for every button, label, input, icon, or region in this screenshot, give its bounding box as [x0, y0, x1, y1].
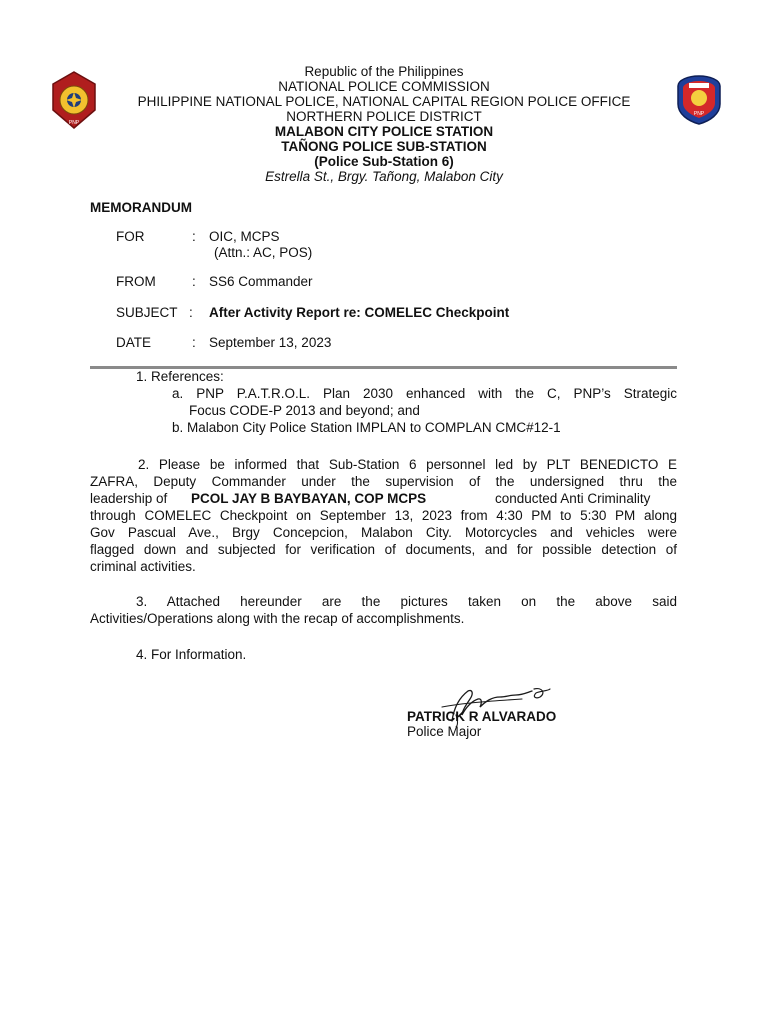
para2-line4: through COMELEC Checkpoint on September 13, 2023 from 4:30 PM to 5:30 PM along — [90, 508, 677, 523]
header-address: Estrella St., Brgy. Tañong, Malabon City — [265, 169, 503, 184]
reference-a-line2: Focus CODE-P 2013 and beyond; and — [189, 403, 420, 418]
memo-subject-colon: : — [189, 305, 193, 320]
memo-subject-label: SUBJECT — [116, 305, 178, 320]
memo-for-value: OIC, MCPS — [209, 229, 280, 244]
memo-date-colon: : — [192, 335, 196, 350]
signatory-rank: Police Major — [407, 724, 482, 739]
para2-line3-end: conducted Anti Criminality — [495, 491, 651, 506]
reference-a-line1: a. PNP P.A.T.R.O.L. Plan 2030 enhanced with the C, PNP’s Strategic — [172, 386, 677, 401]
para2-line2: ZAFRA, Deputy Commander under the supervision of the undersigned thru the — [90, 474, 677, 489]
memo-from-label: FROM — [116, 274, 156, 289]
para2-line6: flagged down and subjected for verification of documents, and for possible detection of — [90, 542, 677, 557]
reference-b: b. Malabon City Police Station IMPLAN to COMPLAN CMC#12-1 — [172, 420, 561, 435]
para2-line7: criminal activities. — [90, 559, 196, 574]
memo-for-colon: : — [192, 229, 196, 244]
svg-text:PNP: PNP — [693, 111, 705, 117]
header-pnp-ncrpo: PHILIPPINE NATIONAL POLICE, NATIONAL CAPITAL REGION POLICE OFFICE — [137, 94, 631, 109]
para2-line5: Gov Pascual Ave., Brgy Concepcion, Malabon City. Motorcycles and vehicles were — [90, 525, 677, 540]
header-substation-number: (Police Sub-Station 6) — [314, 154, 454, 169]
memo-subject-value: After Activity Report re: COMELEC Checkpoint — [209, 305, 510, 320]
header-republic: Republic of the Philippines — [304, 64, 464, 79]
header-station: MALABON CITY POLICE STATION — [274, 124, 494, 139]
references-heading: 1. References: — [136, 369, 224, 384]
para3-line1: 3. Attached hereunder are the pictures taken on the above said — [136, 594, 677, 609]
header-substation: TAÑONG POLICE SUB-STATION — [281, 139, 487, 154]
memo-date-value: September 13, 2023 — [209, 335, 332, 350]
para3-line2: Activities/Operations along with the recap of accomplishments. — [90, 611, 465, 626]
memo-from-colon: : — [192, 274, 196, 289]
memo-from-value: SS6 Commander — [209, 274, 313, 289]
memo-title: MEMORANDUM — [90, 200, 192, 215]
signatory-name: PATRICK R ALVARADO — [407, 709, 557, 724]
para4: 4. For Information. — [136, 647, 247, 662]
svg-text:PNP: PNP — [68, 120, 80, 126]
para2-line3-start: leadership of — [90, 491, 168, 506]
header-napolcom: NATIONAL POLICE COMMISSION — [278, 79, 490, 94]
para2-line1: 2. Please be informed that Sub-Station 6 personnel led by PLT BENEDICTO E — [138, 457, 677, 472]
memo-for-attn: (Attn.: AC, POS) — [214, 245, 313, 260]
para2-line3-cop: PCOL JAY B BAYBAYAN, COP MCPS — [191, 491, 427, 506]
memo-for-label: FOR — [116, 229, 145, 244]
memo-date-label: DATE — [116, 335, 152, 350]
header-npd: NORTHERN POLICE DISTRICT — [286, 109, 482, 124]
